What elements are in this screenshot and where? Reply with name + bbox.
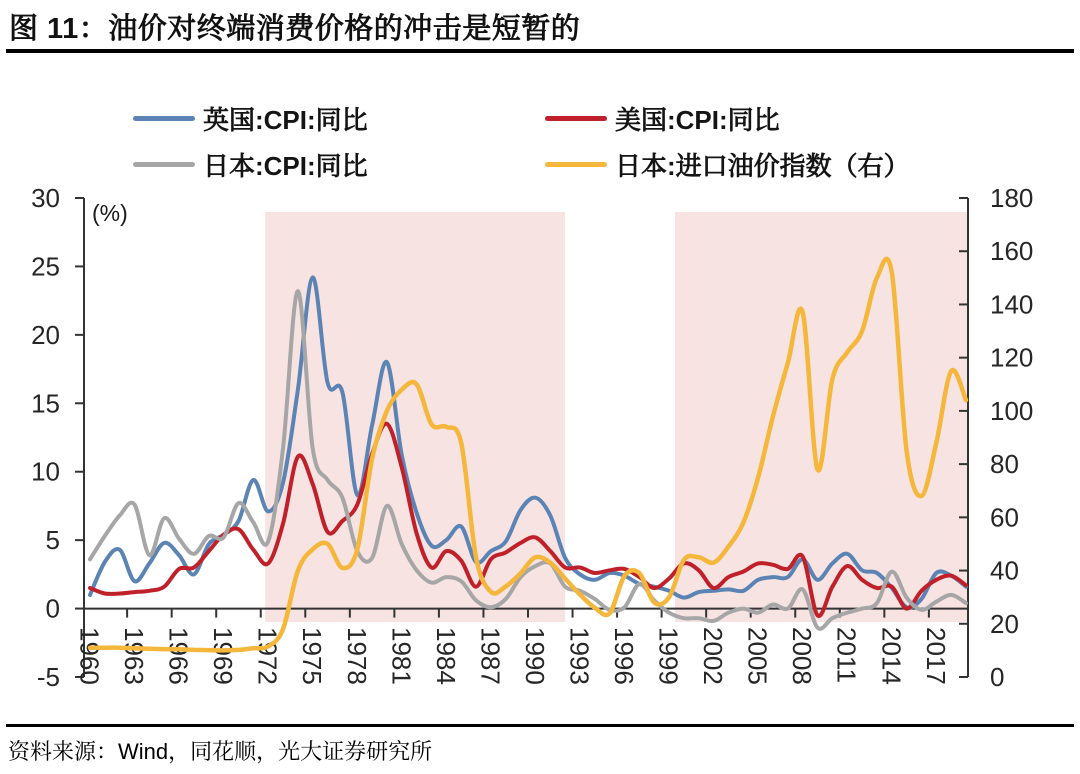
x-axis-year-label: 2002	[698, 627, 729, 685]
right-axis-tick-label: 180	[990, 183, 1034, 213]
right-axis-tick-label: 160	[990, 236, 1034, 267]
left-axis-tick-label: 15	[31, 388, 60, 419]
x-axis-year-label: 1996	[609, 627, 640, 685]
left-axis-tick-label: 5	[45, 525, 60, 556]
x-axis-year-label: 1969	[208, 627, 239, 685]
left-axis-tick-label: 25	[31, 251, 60, 282]
source-note: 资料来源：Wind，同花顺，光大证券研究所	[8, 739, 433, 764]
legend-label-japan-cpi: 日本:CPI:同比	[203, 151, 368, 181]
right-axis-tick-label: 80	[990, 449, 1019, 480]
x-axis-year-label: 2011	[831, 627, 862, 683]
left-axis-tick-label: 30	[31, 183, 60, 213]
x-axis-year-label: 1978	[341, 627, 372, 685]
x-axis-year-label: 1990	[519, 627, 550, 685]
x-axis-year-label: 1981	[386, 627, 417, 685]
x-axis-year-label: 1975	[297, 627, 328, 685]
x-axis-year-label: 1963	[119, 627, 150, 685]
x-axis-year-label: 1987	[475, 627, 506, 685]
x-axis-year-label: 1966	[163, 627, 194, 685]
right-axis-tick-label: 20	[990, 608, 1019, 639]
x-axis-year-label: 2008	[787, 627, 818, 685]
x-axis-year-label: 2005	[742, 627, 773, 685]
left-axis-tick-label: 20	[31, 319, 60, 350]
left-axis-unit-caption: (%)	[92, 200, 128, 226]
x-axis-year-label: 1993	[564, 627, 595, 685]
footer-divider	[6, 724, 1074, 727]
figure-title: 图 11：油价对终端消费价格的冲击是短暂的	[9, 13, 581, 45]
x-axis-year-label: 1960	[74, 627, 105, 685]
x-axis-year-label: 1972	[252, 627, 283, 685]
legend-label-uk-cpi: 英国:CPI:同比	[203, 105, 368, 135]
right-axis-tick-label: 100	[990, 395, 1034, 426]
legend-label-us-cpi: 美国:CPI:同比	[615, 105, 780, 135]
right-axis-tick-label: 0	[990, 662, 1005, 692]
x-axis-year-label: 2017	[920, 627, 951, 685]
legend-label-japan-oil-index: 日本:进口油价指数（右）	[615, 151, 910, 181]
right-axis-tick-label: 40	[990, 555, 1019, 586]
x-axis-year-label: 1999	[653, 627, 684, 685]
right-axis-tick-label: 140	[990, 289, 1034, 320]
left-axis-tick-label: 0	[45, 593, 60, 624]
x-axis-year-label: 1984	[430, 627, 461, 685]
left-axis-tick-label: 10	[31, 456, 60, 487]
x-axis-year-label: 2014	[876, 627, 907, 685]
right-axis-tick-label: 60	[990, 502, 1019, 533]
left-axis-tick-label: -5	[36, 662, 60, 692]
right-axis-tick-label: 120	[990, 342, 1034, 373]
